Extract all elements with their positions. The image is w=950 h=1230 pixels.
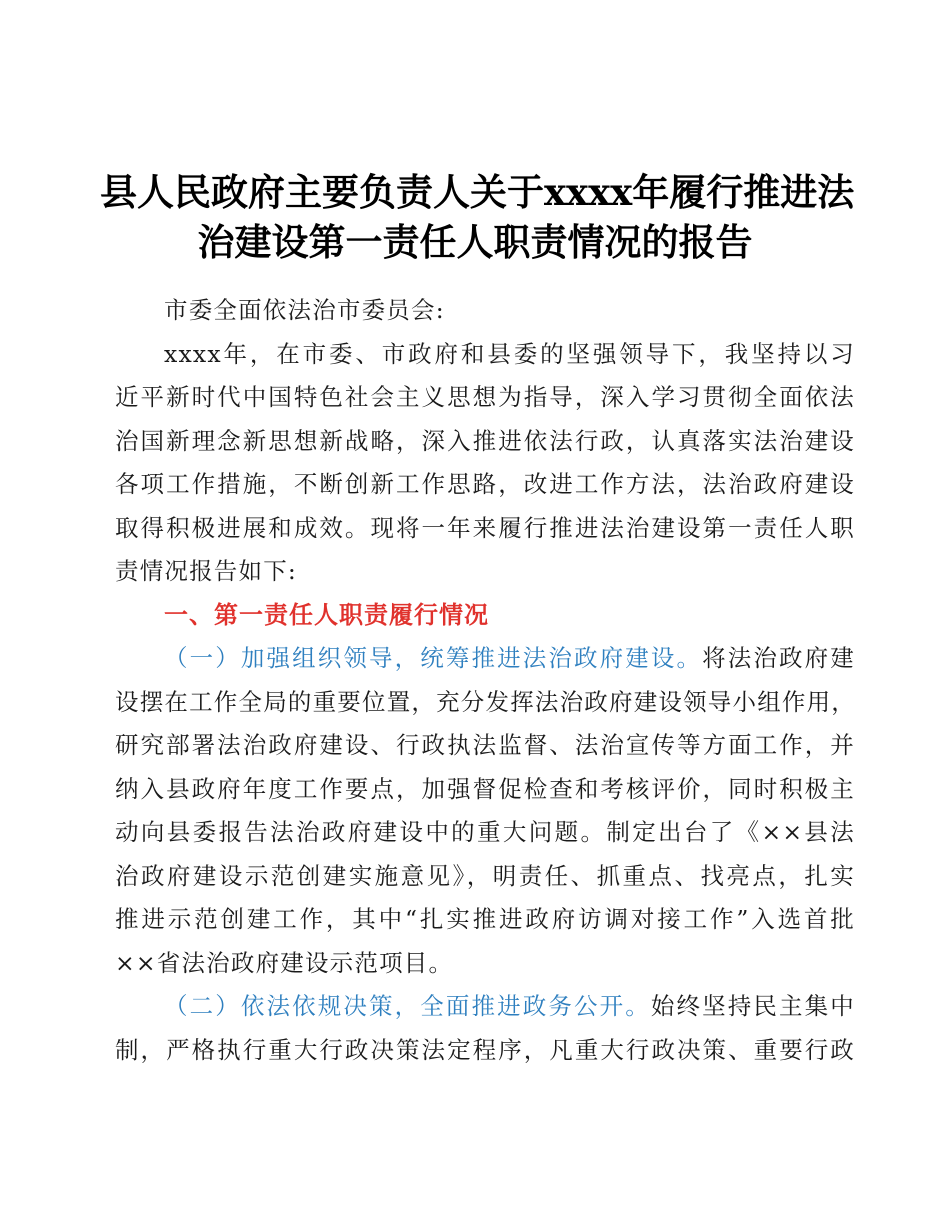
intro-line: 近平新时代中国特色社会主义思想为指导，深入学习贯彻全面依法 (115, 383, 855, 411)
subsection-first-line (115, 637, 855, 681)
section-heading: 一、第一责任人职责履行情况 (164, 600, 489, 629)
paragraph-text: 始终坚持民主集中 (650, 992, 855, 1020)
paragraph-line: 动向县委报告法治政府建设中的重大问题。制定出台了《××县法 (115, 818, 855, 846)
paragraph-line: 研究部署法治政府建设、行政执法监督、法治宣传等方面工作，并 (115, 731, 855, 759)
document-title-line-1: 县人民政府主要负责人关于xxxx年履行推进法 (100, 170, 855, 214)
document-title-line-2: 治建设第一责任人职责情况的报告 (197, 220, 753, 264)
intro-line: xxxx年，在市委、市政府和县委的坚强领导下，我坚持以习 (164, 339, 855, 368)
intro-line: 责情况报告如下: (115, 557, 298, 585)
subsection-heading: （一）加强组织领导，统筹推进法治政府建设。 (164, 644, 703, 672)
paragraph-line: 制，严格执行重大行政决策法定程序，凡重大行政决策、重要行政 (115, 1035, 855, 1064)
salutation: 市委全面依法治市委员会: (164, 296, 445, 324)
intro-line: 取得积极进展和成效。现将一年来履行推进法治建设第一责任人职 (115, 513, 855, 542)
intro-line: 各项工作措施，不断创新工作思路，改进工作方法，法治政府建设 (115, 470, 855, 498)
subsection-first-line (115, 985, 855, 1029)
intro-line: 治国新理念新思想新战略，深入推进依法行政，认真落实法治建设 (115, 426, 855, 455)
paragraph-text: 将法治政府建 (702, 644, 856, 672)
paragraph-line: 推进示范创建工作，其中“扎实推进政府访调对接工作”入选首批 (115, 905, 855, 933)
paragraph-line: 设摆在工作全局的重要位置，充分发挥法治政府建设领导小组作用， (115, 687, 856, 716)
subsection-heading: （二）依法依规决策，全面推进政务公开。 (164, 992, 651, 1020)
paragraph-line: ××省法治政府建设示范项目。 (115, 948, 454, 977)
paragraph-line: 纳入县政府年度工作要点，加强督促检查和考核评价，同时积极主 (115, 774, 855, 803)
paragraph-line: 治政府建设示范创建实施意见》，明责任、抓重点、找亮点，扎实 (115, 861, 855, 890)
document-body (115, 289, 855, 1072)
